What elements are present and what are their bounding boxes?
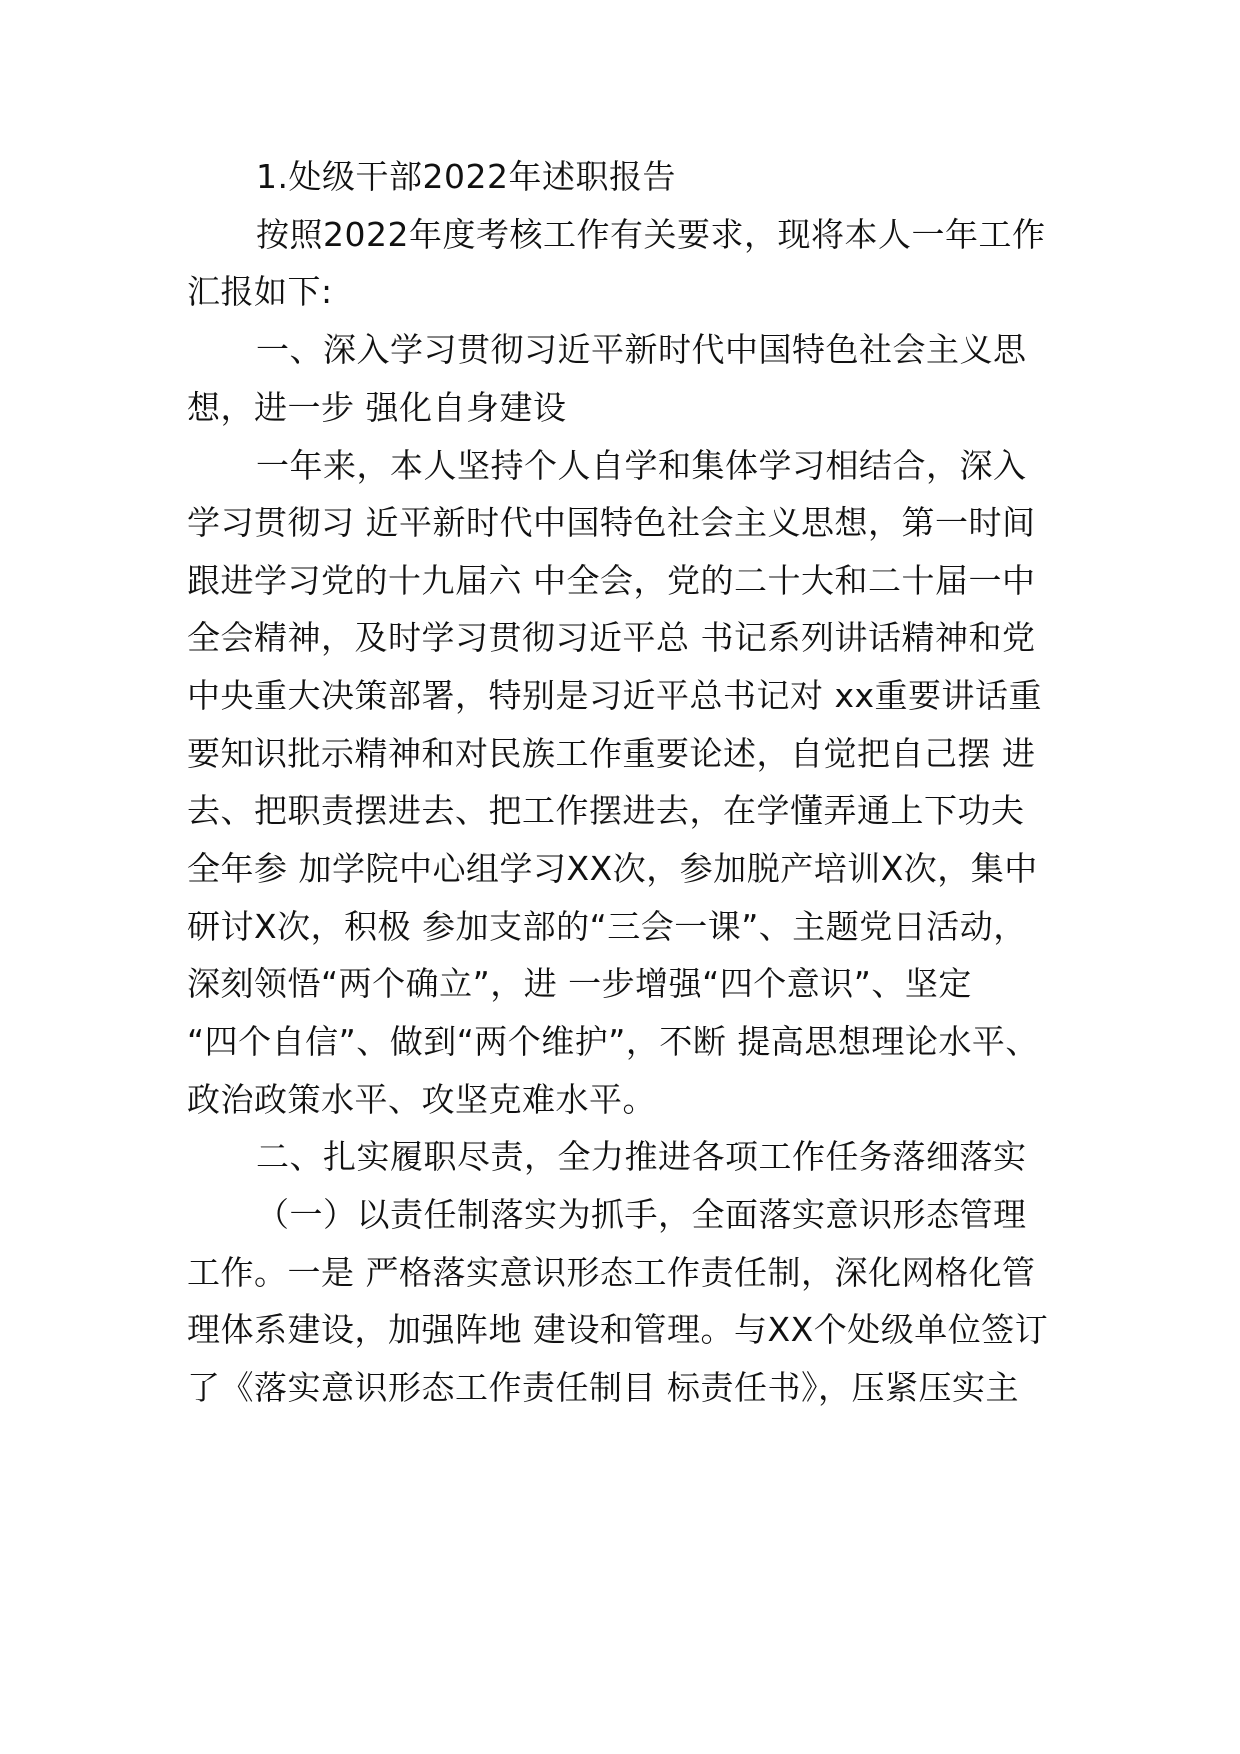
paragraph-line: 中央重大决策部署，特别是习近平总书记对 xx重要讲话重 [187,676,1043,715]
paragraph-line: 全年参 加学院中心组学习XX次，参加脱产培训X次，集中 [187,849,1038,888]
paragraph-line: 深刻领悟“两个确立”，进 一步增强“四个意识”、坚定 [187,964,972,1003]
paragraph-line: 去、把职责摆进去、把工作摆进去，在学懂弄通上下功夫 [187,791,1025,830]
paragraph-line: 全会精神，及时学习贯彻习近平总 书记系列讲话精神和党 [187,618,1036,657]
document-title: 1.处级干部2022年述职报告 [256,157,676,196]
section-heading: 二、扎实履职尽责，全力推进各项工作任务落细落实 [256,1137,1027,1176]
paragraph-line: 跟进学习党的十九届六 中全会，党的二十大和二十届一中 [187,561,1036,600]
paragraph-line: 学习贯彻习 近平新时代中国特色社会主义思想，第一时间 [187,503,1036,542]
paragraph-line: 研讨X次，积极 参加支部的“三会一课”、主题党日活动， [187,907,1027,946]
section-heading: 想，进一步 强化自身建设 [187,388,567,427]
paragraph-line: “四个自信”、做到“两个维护”，不断 提高思想理论水平、 [187,1022,1039,1061]
paragraph-line: 政治政策水平、攻坚克难水平。 [187,1080,656,1119]
paragraph-line: 按照2022年度考核工作有关要求，现将本人一年工作 [256,215,1046,254]
subsection-line: （一）以责任制落实为抓手，全面落实意识形态管理 [256,1195,1027,1234]
paragraph-line: 工作。一是 严格落实意识形态工作责任制，深化网格化管 [187,1253,1036,1292]
paragraph-line: 一年来，本人坚持个人自学和集体学习相结合，深入 [256,446,1027,485]
paragraph-line: 要知识批示精神和对民族工作重要论述，自觉把自己摆 进 [187,734,1036,773]
section-heading: 一、深入学习贯彻习近平新时代中国特色社会主义思 [256,330,1027,369]
paragraph-line: 汇报如下: [187,272,333,311]
paragraph-line: 理体系建设，加强阵地 建设和管理。与XX个处级单位签订 [187,1310,1049,1349]
paragraph-line: 了《落实意识形态工作责任制目 标责任书》，压紧压实主 [187,1368,1019,1407]
